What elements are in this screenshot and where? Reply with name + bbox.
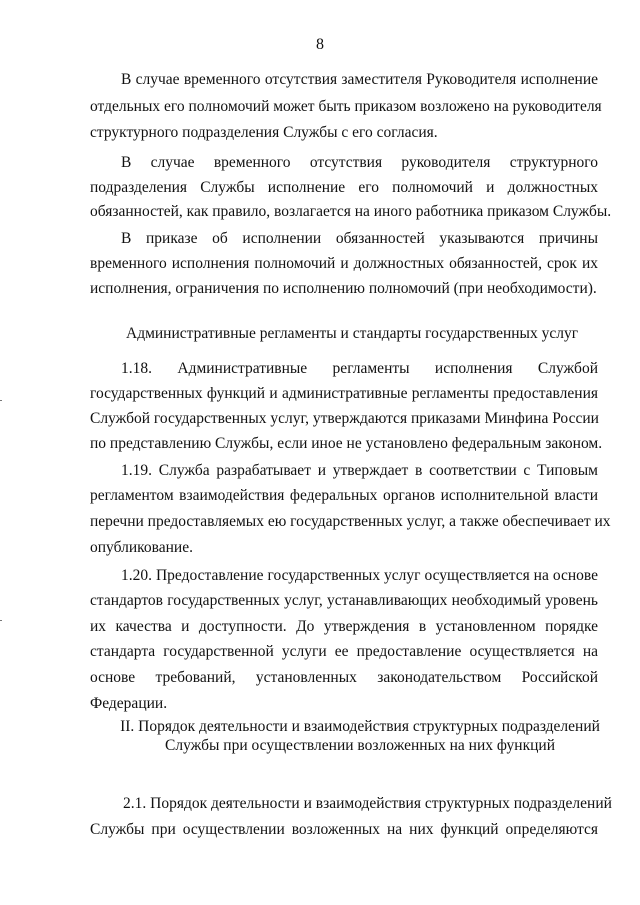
paragraph-line: опубликование. [90,539,193,556]
paragraph-line: временного исполнения полномочий и должностных обязанностей, срок их [90,255,598,272]
paragraph-line: 1.18. Административные регламенты исполнения Службой [121,360,598,377]
paragraph-line: Федерации. [90,695,168,712]
section-heading: Административные регламенты и стандарты государственных услуг [126,325,579,342]
paragraph-line: стандарта государственной услуги ее предоставление осуществляется на [90,643,598,660]
paragraph-line: государственных функций и административные регламенты предоставления [90,385,598,402]
paragraph-line: В приказе об исполнении обязанностей указываются причины [121,230,598,247]
chapter-heading-line: Службы при осуществлении возложенных на них функций [165,737,555,754]
paragraph-line: основе требований, установленных законодательством Российской [90,669,598,686]
paragraph-line: исполнения, ограничения по исполнению полномочий (при необходимости). [90,280,597,297]
paragraph-line: Службой государственных услуг, утверждаются приказами Минфина России [90,410,599,427]
paragraph-line: структурного подразделения Службы с его согласия. [90,124,438,141]
scan-edge-mark [0,400,2,401]
paragraph-line: В случае временного отсутствия руководителя структурного [121,154,598,171]
paragraph-line: 2.1. Порядок деятельности и взаимодействия структурных подразделений [123,795,612,812]
paragraph-line: стандартов государственных услуг, устанавливающих необходимый уровень [90,592,598,609]
paragraph-line: регламентом взаимодействия федеральных органов исполнительной власти [90,487,598,504]
paragraph-line: отдельных его полномочий может быть приказом возложено на руководителя [90,98,602,115]
paragraph-line: обязанностей, как правило, возлагается на иного работника приказом Службы. [90,203,612,220]
paragraph-line: 1.19. Служба разрабатывает и утверждает в соответствии с Типовым [121,462,598,479]
paragraph-line: 1.20. Предоставление государственных услуг осуществляется на основе [121,567,598,584]
paragraph-line: их качества и доступности. До утверждения в установленном порядке [90,618,598,635]
paragraph-line: В случае временного отсутствия заместителя Руководителя исполнение [121,71,598,88]
page-number: 8 [316,36,324,53]
paragraph-line: подразделения Службы исполнение его полномочий и должностных [90,179,598,196]
paragraph-line: по представлению Службы, если иное не установлено федеральным законом. [90,435,603,452]
scan-edge-mark [0,620,2,621]
paragraph-line: Службы при осуществлении возложенных на них функций определяются [90,821,598,838]
chapter-heading-line: II. Порядок деятельности и взаимодействия структурных подразделений [120,718,600,735]
paragraph-line: перечни предоставляемых ею государственных услуг, а также обеспечивает их [90,513,611,530]
